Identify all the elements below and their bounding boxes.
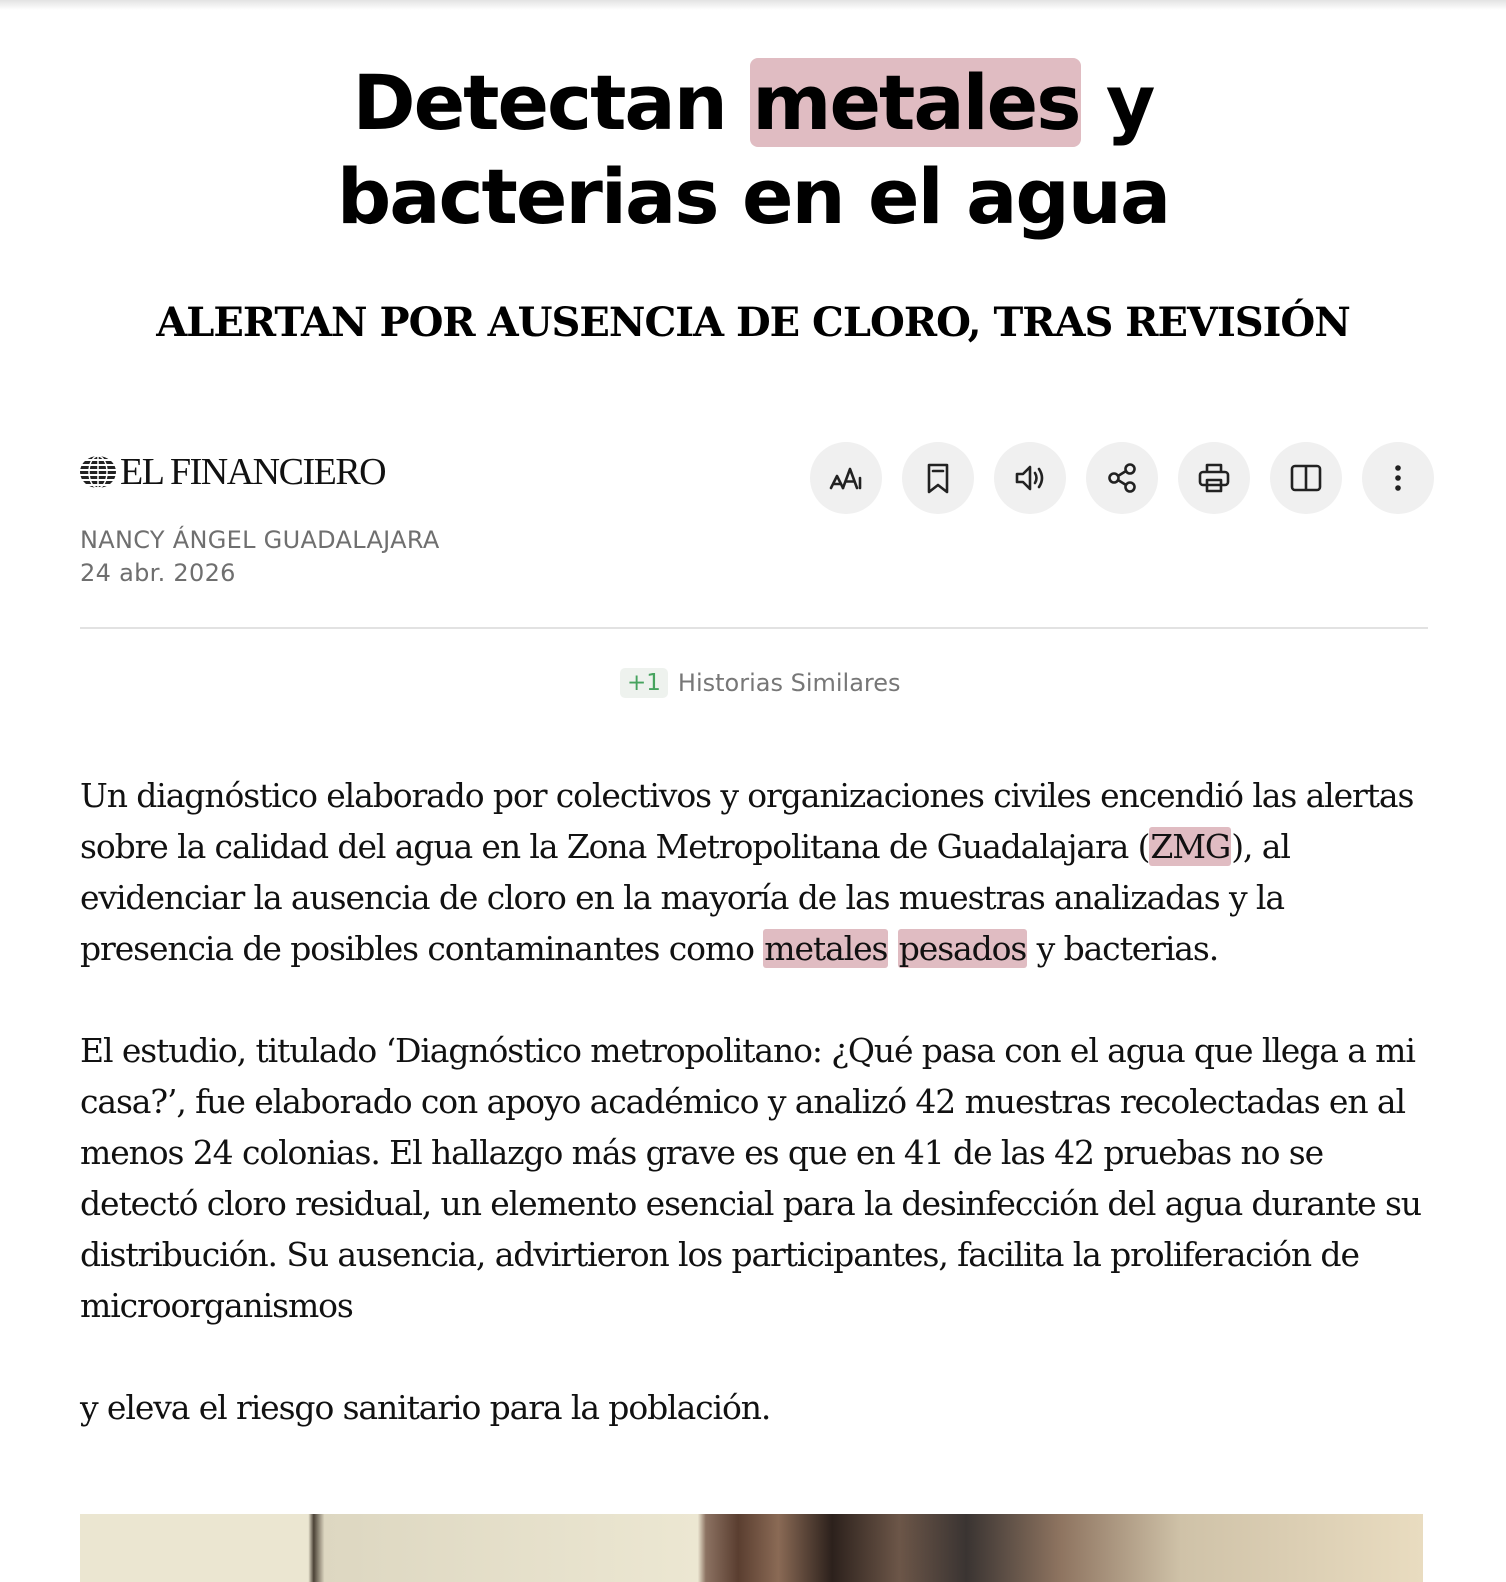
text-size-icon bbox=[828, 460, 864, 496]
more-button[interactable] bbox=[1362, 442, 1434, 514]
window-top-edge bbox=[0, 0, 1506, 10]
similar-stories-link[interactable] bbox=[620, 668, 901, 698]
publisher-name: EL FINANCIERO bbox=[120, 451, 386, 493]
article-paragraph: Un diagnóstico elaborado por colectivos y organizaciones civiles encendió las alertas sobre la calidad del agua en la Zona Metropolitana de Guadalajara (ZMG), al evidenciar la ausencia de cloro en la mayoría de las muestras analizadas y la presencia de posibles contaminantes como metales pesados y bacterias. bbox=[80, 776, 1414, 968]
highlight-pesados: pesados bbox=[898, 929, 1027, 968]
print-button[interactable] bbox=[1178, 442, 1250, 514]
bookmark-icon bbox=[920, 460, 956, 496]
article-photo bbox=[80, 1514, 1423, 1582]
globe-icon bbox=[79, 455, 117, 489]
printer-icon bbox=[1196, 460, 1232, 496]
headline-line-2: bacterias en el agua bbox=[336, 152, 1170, 241]
article-headline bbox=[0, 56, 1506, 244]
article-paragraph: El estudio, titulado ‘Diagnóstico metropolitano: ¿Qué pasa con el agua que llega a mi casa?’, fue elaborado con apoyo académico y analizó 42 muestras recolectadas en al menos 24 colonias. El hallazgo más grave es que en 41 de las 42 pruebas no se detectó cloro residual, un elemento esencial para la desinfección del agua durante su distribución. Su ausencia, advirtieron los participantes, facilita la proliferación de microorganismos bbox=[80, 1031, 1421, 1325]
highlight-zmg: ZMG bbox=[1150, 827, 1231, 866]
share-icon bbox=[1104, 460, 1140, 496]
more-vertical-icon bbox=[1380, 460, 1416, 496]
article-body bbox=[80, 770, 1430, 1484]
speaker-icon bbox=[1012, 460, 1048, 496]
similar-stories-count: +1 bbox=[620, 668, 668, 698]
listen-button[interactable] bbox=[994, 442, 1066, 514]
publish-date: 24 abr. 2026 bbox=[80, 559, 236, 587]
headline-text: Detectan bbox=[352, 58, 751, 147]
similar-stories-label: Historias Similares bbox=[677, 669, 901, 697]
article-subheadline: ALERTAN POR AUSENCIA DE CLORO, TRAS REVISIÓN bbox=[156, 299, 1350, 346]
divider bbox=[80, 627, 1428, 629]
bookmark-button[interactable] bbox=[902, 442, 974, 514]
author-name: NANCY ÁNGEL GUADALAJARA bbox=[80, 526, 440, 554]
publisher-brand[interactable] bbox=[79, 452, 385, 492]
split-view-button[interactable] bbox=[1270, 442, 1342, 514]
split-view-icon bbox=[1288, 460, 1324, 496]
article-paragraph: y eleva el riesgo sanitario para la población. bbox=[80, 1388, 771, 1427]
text-size-button[interactable] bbox=[810, 442, 882, 514]
headline-text: y bbox=[1081, 58, 1154, 147]
headline-highlight: metales bbox=[752, 58, 1080, 147]
byline bbox=[80, 524, 440, 590]
highlight-metales: metales bbox=[764, 929, 888, 968]
article-toolbar bbox=[810, 442, 1434, 514]
share-button[interactable] bbox=[1086, 442, 1158, 514]
